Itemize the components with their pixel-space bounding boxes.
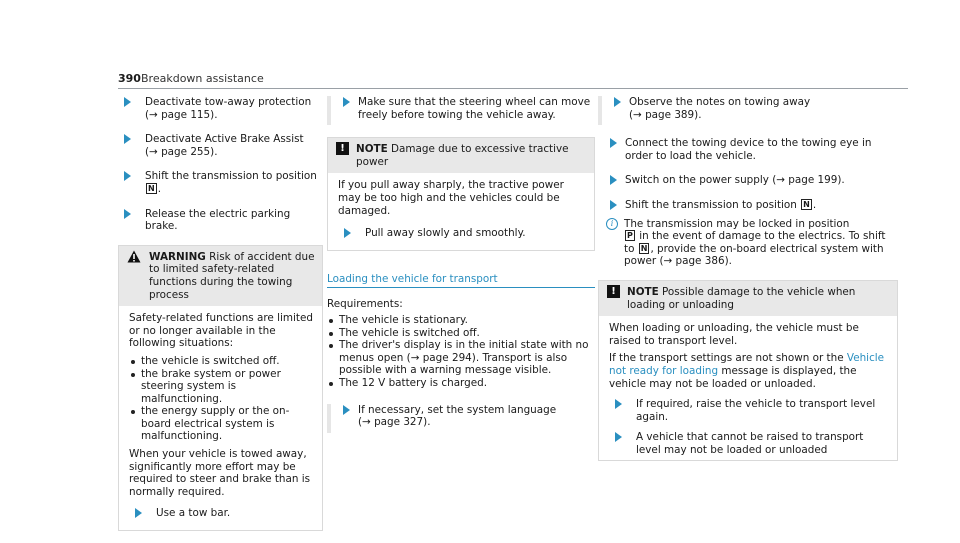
triangle-right-icon [124, 97, 131, 107]
step-use-tow-bar: Use a tow bar. [129, 507, 314, 520]
section-title: Breakdown assistance [141, 72, 264, 85]
step-raise-vehicle: If required, raise the vehicle to transport level again. [609, 398, 889, 423]
exclamation-square-icon: ! [336, 142, 349, 155]
triangle-right-icon [124, 171, 131, 181]
warning-body [119, 306, 322, 530]
gear-p-symbol: P [627, 231, 633, 241]
note-body [328, 173, 594, 247]
step-release-parking-brake: Release the electric parking brake. [118, 208, 323, 233]
warning-title: Risk of accident due to limited safety-related functions during the towing process [149, 250, 315, 301]
triangle-right-icon [343, 97, 350, 107]
triangle-right-icon [124, 134, 131, 144]
warning-intro: Safety-related functions are limited or no longer available in the following situations: [129, 312, 313, 350]
triangle-right-icon [344, 228, 351, 238]
triangle-right-icon [343, 405, 350, 415]
step-cannot-raise: A vehicle that cannot be raised to transport level may not be loaded or unloaded [609, 431, 889, 456]
list-item: the vehicle is switched off. [129, 355, 314, 368]
step-pull-away: Pull away slowly and smoothly. [338, 227, 586, 240]
note-header [599, 281, 897, 316]
triangle-right-icon [610, 200, 617, 210]
page-reference[interactable]: (→ page 199). [772, 174, 845, 187]
step-steering-wheel: Make sure that the steering wheel can move freely before towing the vehicle away. [327, 96, 595, 125]
note-label: NOTE [356, 143, 388, 156]
page-number: 390 [118, 72, 141, 85]
list-item: The vehicle is stationary. [327, 314, 595, 327]
note-title: Possible damage to the vehicle when loading or unloading [627, 285, 856, 311]
warning-label: WARNING [149, 250, 206, 263]
page-reference[interactable]: (→ page 327). [358, 416, 431, 429]
triangle-right-icon [610, 175, 617, 185]
note-title: Damage due to excessive tractive power [356, 143, 569, 168]
warning-triangle-icon [127, 250, 141, 263]
triangle-right-icon [610, 138, 617, 148]
exclamation-square-icon: ! [607, 285, 620, 298]
gear-n-symbol: N [640, 243, 648, 253]
page-reference[interactable]: (→ page 115). [145, 108, 218, 121]
note-box [327, 137, 595, 251]
list-item: the energy supply or the on-board electrical system is malfunctioning. [129, 405, 314, 443]
display-message-link: Vehicle not ready for loading [609, 352, 885, 377]
warning-box [118, 245, 323, 531]
note-text: If the transport settings are not shown or the Vehicle not ready for loading message is displayed, the vehicle may not be loaded or unloaded. [609, 352, 885, 390]
step-shift-transmission: Shift the transmission to position N . [118, 170, 323, 195]
triangle-right-icon [135, 508, 142, 518]
list-item: the brake system or power steering system is malfunctioning. [129, 368, 314, 406]
warning-text: When your vehicle is towed away, significantly more effort may be required to steer and brake than is normally required. [129, 448, 311, 498]
note-label: NOTE [627, 285, 659, 298]
step-connect-towing-device: Connect the towing device to the towing eye in order to load the vehicle. [598, 137, 898, 162]
warning-header [119, 246, 322, 306]
list-item: The driver's display is in the initial state with no menus open (→ page 294). Transport is also possible with a warning message visible. [327, 339, 595, 377]
step-shift-transmission-n: Shift the transmission to position N . [598, 199, 898, 212]
column-3 [598, 96, 898, 471]
requirements-label: Requirements: [327, 298, 403, 311]
list-item: The vehicle is switched off. [327, 327, 595, 340]
note-header [328, 138, 594, 173]
note-text: If you pull away sharply, the tractive power may be too high and the vehicles could be damaged. [338, 179, 564, 217]
section-heading: Loading the vehicle for transport [327, 273, 595, 289]
note-text: When loading or unloading, the vehicle must be raised to transport level. [609, 322, 859, 347]
info-note: i The transmission may be locked in position P in the event of damage to the electrics. To shift to N , provide the on-board electrical system with power (→ page 386). [606, 218, 898, 268]
page-reference[interactable]: (→ page 386). [659, 255, 732, 268]
page-reference[interactable]: (→ page 389). [629, 108, 702, 121]
step-observe-notes: Observe the notes on towing away (→ page 389). [598, 96, 898, 125]
list-item: The 12 V battery is charged. [327, 377, 595, 390]
step-system-language: If necessary, set the system language (→ page 327). [327, 404, 595, 433]
triangle-right-icon [614, 97, 621, 107]
gear-n-symbol: N [803, 199, 810, 209]
note-body [599, 316, 897, 458]
step-power-supply: Switch on the power supply (→ page 199). [598, 174, 898, 187]
note-box [598, 280, 898, 462]
gear-n-symbol: N [148, 183, 155, 193]
triangle-right-icon [124, 209, 131, 219]
column-1 [118, 96, 323, 543]
step-deactivate-tow-away: Deactivate tow-away protection (→ page 115). [118, 96, 323, 121]
info-circle-icon: i [606, 218, 618, 230]
page-header [118, 70, 908, 89]
page-reference[interactable]: (→ page 255). [145, 145, 218, 158]
triangle-right-icon [615, 399, 622, 409]
triangle-right-icon [615, 432, 622, 442]
column-2 [327, 96, 595, 445]
step-deactivate-brake-assist: Deactivate Active Brake Assist (→ page 255). [118, 133, 323, 158]
